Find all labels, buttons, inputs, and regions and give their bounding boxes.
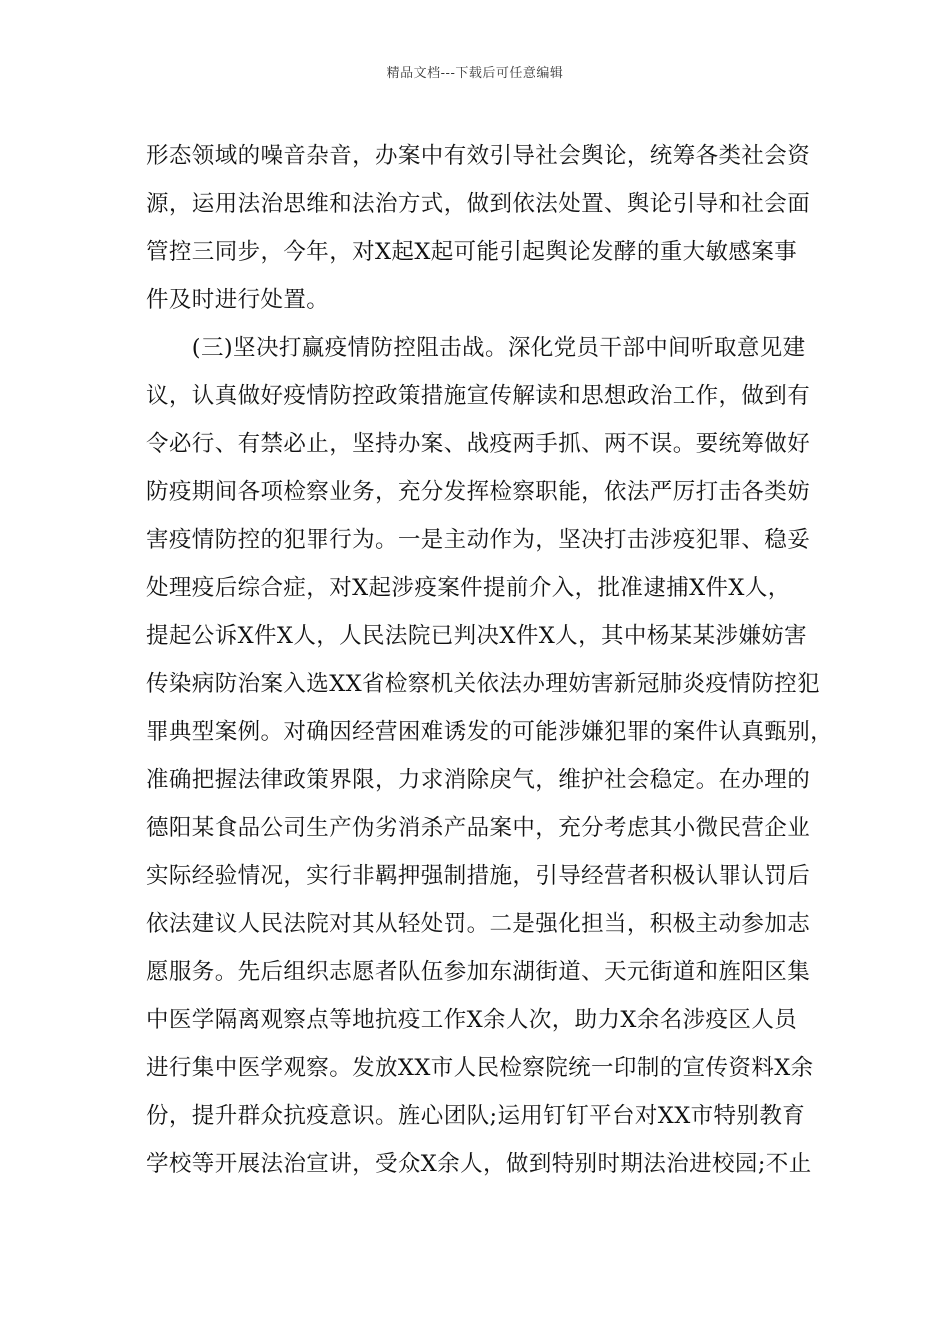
text-line: 德阳某食品公司生产伪劣消杀产品案中，充分考虑其小微民营企业 <box>146 815 811 841</box>
text-line: 形态领域的噪音杂音，办案中有效引导社会舆论，统筹各类社会资 <box>146 143 811 169</box>
text-line: 处理疫后综合症，对X起涉疫案件提前介入，批准逮捕X件X人， <box>146 575 791 601</box>
text-line: 罪典型案例。对确因经营困难诱发的可能涉嫌犯罪的案件认真甄别， <box>146 719 834 745</box>
text-line: 令必行、有禁必止，坚持办案、战疫两手抓、两不误。要统筹做好 <box>146 431 811 457</box>
body-text <box>146 132 834 1188</box>
text-line: 进行集中医学观察。发放XX市人民检察院统一印制的宣传资料X余 <box>146 1055 814 1081</box>
text-line: 源，运用法治思维和法治方式，做到依法处置、舆论引导和社会面 <box>146 191 811 217</box>
text-line: 学校等开展法治宣讲，受众X余人，做到特别时期法治进校园;不止 <box>146 1151 812 1177</box>
text-line: 依法建议人民法院对其从轻处罚。二是强化担当，积极主动参加志 <box>146 911 811 937</box>
text-line: 准确把握法律政策界限，力求消除戾气，维护社会稳定。在办理的 <box>146 767 811 793</box>
text-line: 份，提升群众抗疫意识。旌心团队;运用钉钉平台对XX市特别教育 <box>146 1103 806 1129</box>
page-header: 精品文档---下载后可任意编辑 <box>386 66 564 81</box>
text-line: 议，认真做好疫情防控政策措施宣传解读和思想政治工作，做到有 <box>146 383 811 409</box>
text-line: 传染病防治案入选XX省检察机关依法办理妨害新冠肺炎疫情防控犯 <box>146 671 821 697</box>
text-line: 愿服务。先后组织志愿者队伍参加东湖街道、天元街道和旌阳区集 <box>146 959 811 985</box>
text-line: 实际经验情况，实行非羁押强制措施，引导经营者积极认罪认罚后 <box>146 863 811 889</box>
text-line: 防疫期间各项检察业务，充分发挥检察职能，依法严厉打击各类妨 <box>146 479 811 505</box>
text-line: 管控三同步，今年，对X起X起可能引起舆论发酵的重大敏感案事 <box>146 239 798 265</box>
text-line: 中医学隔离观察点等地抗疫工作X余人次，助力X余名涉疫区人员 <box>146 1007 798 1033</box>
text-line: 件及时进行处置。 <box>146 287 330 313</box>
section-heading-line: (三)坚决打赢疫情防控阻击战。深化党员干部中间听取意见建 <box>146 335 806 361</box>
text-line: 提起公诉X件X人，人民法院已判决X件X人，其中杨某某涉嫌妨害 <box>146 623 808 649</box>
text-line: 害疫情防控的犯罪行为。一是主动作为，坚决打击涉疫犯罪、稳妥 <box>146 527 811 553</box>
